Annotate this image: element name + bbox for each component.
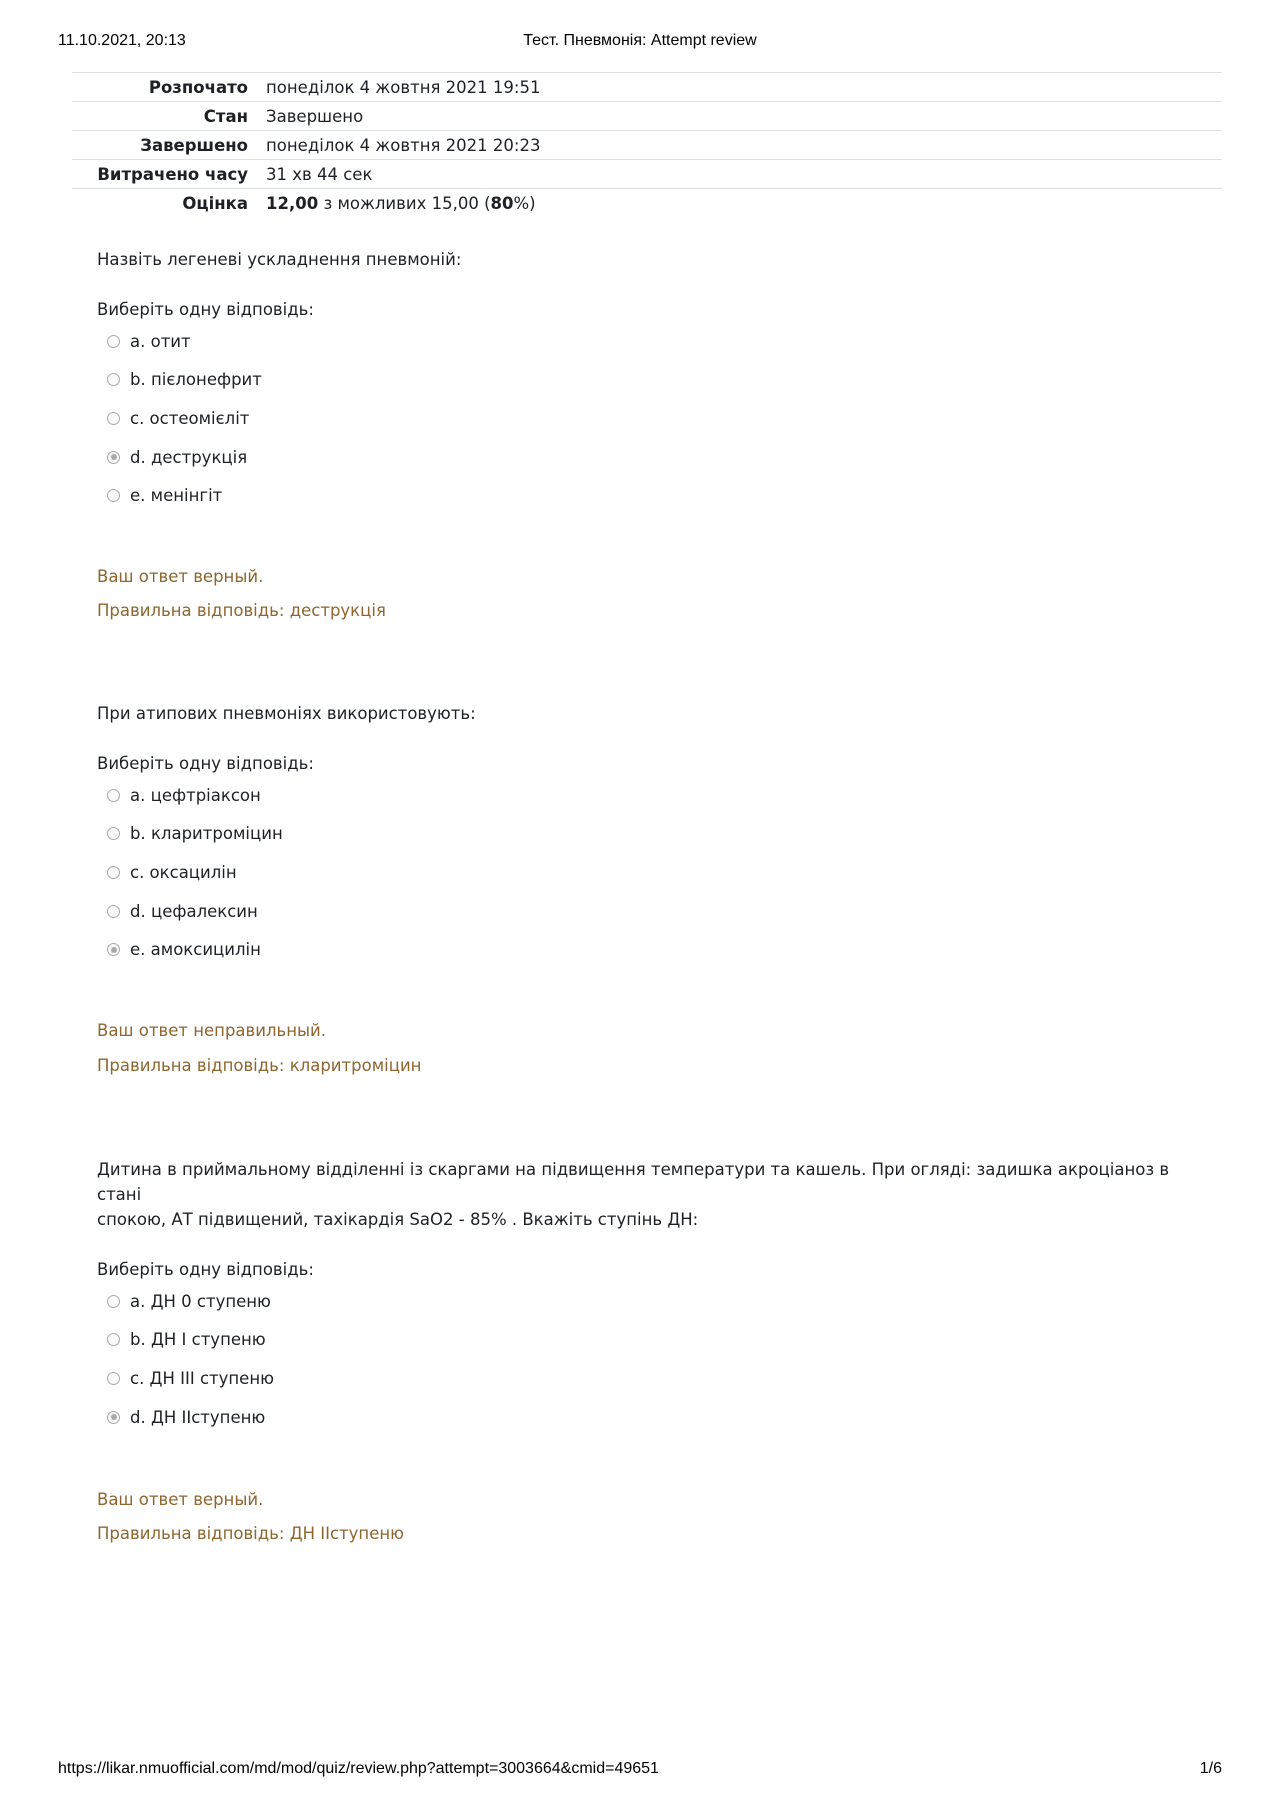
page-number: 1/6 xyxy=(1199,1760,1222,1777)
radio-button[interactable] xyxy=(107,335,120,348)
print-footer xyxy=(58,1760,1222,1782)
radio-button[interactable] xyxy=(107,905,120,918)
radio-button-checked[interactable] xyxy=(107,1411,120,1424)
answer-label: a. отит xyxy=(130,331,191,351)
answer-option[interactable] xyxy=(107,1321,1177,1360)
question-text-line: Дитина в приймальному відділенні із скаргами на підвищення температури та кашель. При огляді: задишка акроціаноз в стані xyxy=(97,1160,1170,1204)
grade-percent: 80 xyxy=(490,193,514,213)
summary-label: Витрачено часу xyxy=(97,164,248,184)
radio-button[interactable] xyxy=(107,866,120,879)
radio-button[interactable] xyxy=(107,373,120,386)
answer-options xyxy=(97,776,1177,969)
summary-row-grade xyxy=(72,189,1222,218)
summary-row-time-taken xyxy=(72,160,1222,189)
answer-label: c. остеомієліт xyxy=(130,408,250,428)
grade-end: %) xyxy=(513,193,536,213)
summary-label: Стан xyxy=(203,106,248,126)
answer-option[interactable] xyxy=(107,853,1177,892)
print-header xyxy=(58,32,1222,54)
answer-prompt: Виберіть одну відповідь: xyxy=(97,1260,314,1279)
answer-feedback: Ваш ответ верный. xyxy=(97,1490,264,1510)
summary-label: Оцінка xyxy=(182,193,248,213)
radio-button[interactable] xyxy=(107,789,120,802)
question-text xyxy=(97,1157,1177,1232)
radio-button[interactable] xyxy=(107,1372,120,1385)
print-datetime: 11.10.2021, 20:13 xyxy=(58,32,186,49)
radio-button[interactable] xyxy=(107,489,120,502)
answer-label: e. амоксицилін xyxy=(130,940,261,960)
answer-option[interactable] xyxy=(107,815,1177,854)
question-1 xyxy=(97,247,1177,623)
radio-button-checked[interactable] xyxy=(107,943,120,956)
grade-score: 12,00 xyxy=(266,193,319,213)
question-text: При атипових пневмоніях використовують: xyxy=(97,704,476,723)
answer-label: b. кларитроміцин xyxy=(130,824,283,844)
grade-middle: з можливих 15,00 ( xyxy=(318,193,491,213)
summary-value: Завершено xyxy=(266,106,364,126)
answer-prompt: Виберіть одну відповідь: xyxy=(97,300,314,319)
answer-option[interactable] xyxy=(107,892,1177,931)
answer-option[interactable] xyxy=(107,1282,1177,1321)
summary-label: Розпочато xyxy=(148,77,248,97)
right-answer: Правильна відповідь: ДН IIступеню xyxy=(97,1524,405,1544)
summary-label: Завершено xyxy=(140,135,248,155)
summary-value: понеділок 4 жовтня 2021 20:23 xyxy=(266,135,541,155)
answer-label: d. ДН IIступеню xyxy=(130,1407,266,1427)
answer-options xyxy=(97,1282,1177,1436)
question-text-line: спокою, АТ підвищений, тахікардія SaO2 - 85% . Вкажіть ступінь ДН: xyxy=(97,1210,699,1229)
summary-row-started xyxy=(72,73,1222,102)
answer-label: b. пієлонефрит xyxy=(130,370,262,390)
question-3 xyxy=(97,1157,1177,1546)
answer-option[interactable] xyxy=(107,399,1177,438)
grade-value xyxy=(266,189,1222,218)
answer-options xyxy=(97,322,1177,515)
answer-prompt: Виберіть одну відповідь: xyxy=(97,754,314,773)
right-answer: Правильна відповідь: деструкція xyxy=(97,600,386,620)
answer-feedback: Ваш ответ верный. xyxy=(97,566,264,586)
answer-label: a. ДН 0 ступеню xyxy=(130,1291,271,1311)
summary-row-completed xyxy=(72,131,1222,160)
answer-option[interactable] xyxy=(107,776,1177,815)
answer-option[interactable] xyxy=(107,361,1177,400)
answer-label: c. ДН III ступеню xyxy=(130,1368,275,1388)
radio-button[interactable] xyxy=(107,412,120,425)
radio-button[interactable] xyxy=(107,1333,120,1346)
attempt-summary-table xyxy=(72,72,1222,217)
question-2 xyxy=(97,701,1177,1078)
page-title: Тест. Пневмонія: Attempt review xyxy=(523,32,757,49)
summary-row-state xyxy=(72,102,1222,131)
answer-option[interactable] xyxy=(107,1359,1177,1398)
question-text: Назвіть легеневі ускладнення пневмоній: xyxy=(97,250,462,269)
answer-label: e. менінгіт xyxy=(130,486,223,506)
answer-label: d. цефалексин xyxy=(130,901,258,921)
answer-option[interactable] xyxy=(107,476,1177,515)
summary-value: 31 хв 44 сек xyxy=(266,164,373,184)
answer-feedback: Ваш ответ неправильный. xyxy=(97,1020,327,1040)
answer-label: c. оксацилін xyxy=(130,862,237,882)
answer-option[interactable] xyxy=(107,322,1177,361)
radio-button[interactable] xyxy=(107,827,120,840)
summary-value: понеділок 4 жовтня 2021 19:51 xyxy=(266,77,541,97)
answer-option-selected[interactable] xyxy=(107,930,1177,969)
answer-option-selected[interactable] xyxy=(107,438,1177,477)
radio-button-checked[interactable] xyxy=(107,451,120,464)
answer-label: d. деструкція xyxy=(130,447,248,467)
answer-label: a. цефтріаксон xyxy=(130,785,261,805)
right-answer: Правильна відповідь: кларитроміцин xyxy=(97,1055,422,1075)
answer-label: b. ДН I ступеню xyxy=(130,1330,266,1350)
answer-option-selected[interactable] xyxy=(107,1398,1177,1437)
radio-button[interactable] xyxy=(107,1295,120,1308)
page-url: https://likar.nmuofficial.com/md/mod/quiz/review.php?attempt=3003664&cmid=49651 xyxy=(58,1760,659,1777)
